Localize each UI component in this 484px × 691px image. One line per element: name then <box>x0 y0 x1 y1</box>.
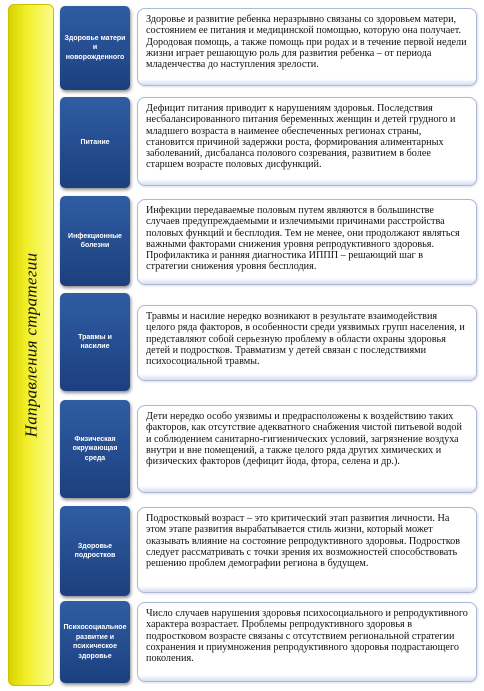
category-label: Здоровье подростков <box>74 542 116 559</box>
strategy-directions-title-wrap <box>8 4 54 686</box>
category-box-infectious-diseases <box>60 196 130 286</box>
category-label: Инфекционные болезни <box>68 232 122 249</box>
description-text: Число случаев нарушения здоровья психосоциального и репродуктивного характера возрастает. Проблемы репродуктивного здоровья в подростковом возрасте связаны с отсутствием региональной стратегии сохранения и приумножения репродуктивного здоровья подрастающего поколения. <box>146 608 468 665</box>
description-box-infectious-diseases <box>137 199 477 285</box>
category-box-physical-environment <box>60 400 130 498</box>
description-box-maternal-health <box>137 8 477 86</box>
description-text: Травмы и насилие нередко возникают в результате взаимодействия целого ряда факторов, в особенности среди уязвимых групп населения, и представляют собой серьезную проблему в области охраны здоровья детей и подростков. Травматизм у детей связан с последствиями психосоциальной травмы. <box>146 311 465 368</box>
description-box-physical-environment <box>137 405 477 493</box>
description-box-psychosocial-development <box>137 602 477 682</box>
description-text: Дефицит питания приводит к нарушениям здоровья. Последствия несбалансированного питания беременных женщин и детей грудного и младшего возраста в наименее обеспеченных регионах страны, становится причиной задержки роста, формирования алиментарных заболеваний, дисбаланса полового созревания, развитием в более старшем возрасте половых дисфункций. <box>146 103 456 171</box>
description-text: Инфекции передаваемые половым путем являются в большинстве случаев предупреждаемыми и излечимыми причинами расстройства половых функций и бесплодия. Тем не менее, они продолжают являться важными факторами снижения уровня репродуктивного здоровья. Профилактика и ранняя диагностика ИППП – решающий шаг в стратегии снижения уровня бесплодия. <box>146 205 460 273</box>
description-text: Подростковый возраст – это критический этап развития личности. На этом этапе развития вырабатывается стиль жизни, который может оказывать влияние на состояние репродуктивного здоровья. Подростков следует рассматривать с точки зрения их возможностей способствовать решению проблем демографии региона в будущем. <box>146 513 461 570</box>
category-label: Травмы и насилие <box>78 333 112 350</box>
description-box-nutrition <box>137 97 477 186</box>
category-label: Здоровье матери и новорожденного <box>64 34 126 61</box>
description-box-injuries-violence <box>137 305 477 381</box>
category-box-injuries-violence <box>60 293 130 391</box>
category-box-maternal-health <box>60 6 130 90</box>
description-box-adolescent-health <box>137 507 477 593</box>
category-box-psychosocial-development <box>60 601 130 683</box>
description-text: Дети нередко особо уязвимы и предрасположены к воздействию таких факторов, как отсутствие адекватного снабжения чистой питьевой водой и соблюдением санитарно-гигиенических условий, загрязнение воздуха внутри и вне помещений, а также целого ряда других химических и физических факторов (дефицит йода, фтора, селена и др.). <box>146 411 462 468</box>
category-box-adolescent-health <box>60 506 130 596</box>
category-label: Питание <box>80 138 110 146</box>
category-label: Физическая окружающая среда <box>72 435 118 462</box>
category-box-nutrition <box>60 97 130 188</box>
category-label: Психосоциальное развитие и психическое здоровье <box>63 624 127 660</box>
strategy-directions-title: Направления стратегии <box>21 252 41 438</box>
description-text: Здоровье и развитие ребенка неразрывно связаны со здоровьем матери, состоянием ее питания и медицинской помощью, которую она получает. Дородовая помощь, а также помощь при родах и в течение первой недели жизни играет решающую роль для развития ребенка – от периода младенчества до наступления зрелости. <box>146 14 467 71</box>
